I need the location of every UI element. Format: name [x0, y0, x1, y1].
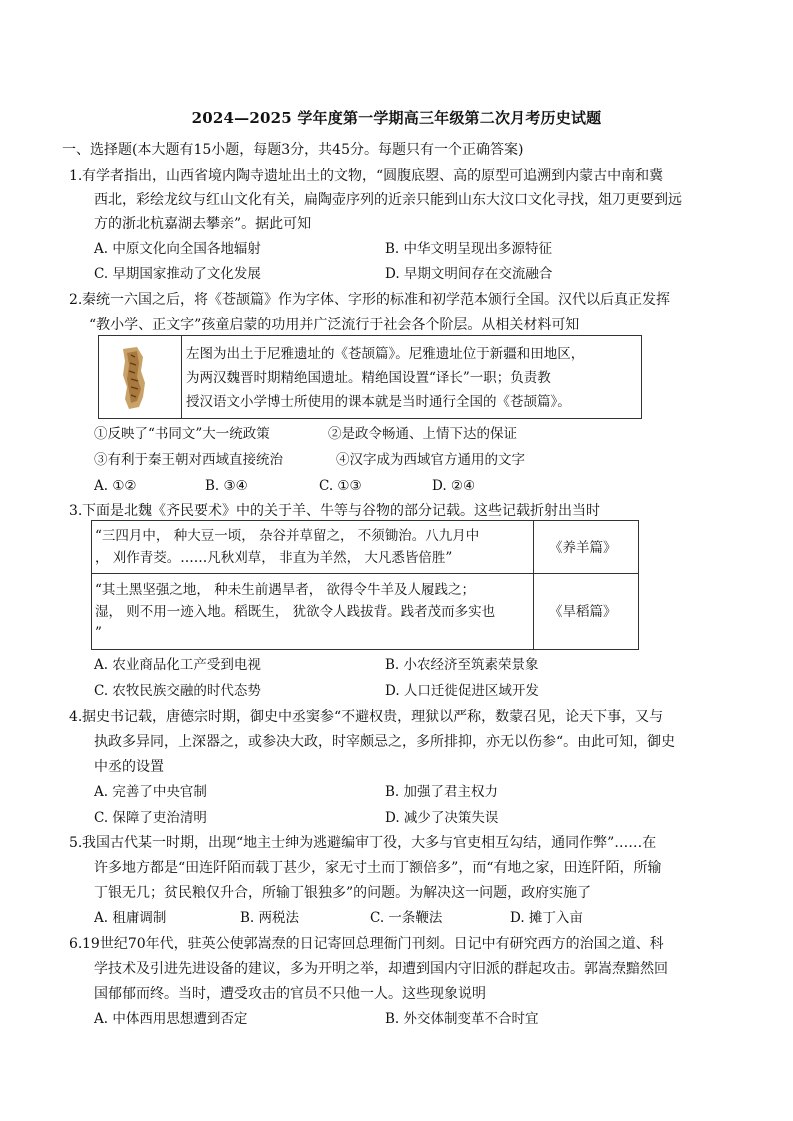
q3-table-divider — [533, 520, 534, 649]
q1-line-3: 方的浙北杭嘉湖去攀亲”。据此可知 — [94, 216, 312, 232]
q3-number: 3. — [69, 503, 83, 519]
q2-box-line-1: 左图为出土于尼雅遗址的《苍颉篇》。尼雅遗址位于新疆和田地区， — [186, 346, 585, 362]
bamboo-slip-image — [113, 343, 159, 411]
q1-option-d[interactable]: D. 早期文明间存在交流融合 — [385, 266, 553, 282]
q6-option-a[interactable]: A. 中体西用思想遭到否定 — [94, 1011, 248, 1027]
q2-line-2: “教小学、正文字”孩童启蒙的功用并广泛流行于社会各个阶层。从相关材料可知 — [89, 317, 580, 333]
q3-option-d[interactable]: D. 人口迁徙促进区域开发 — [385, 683, 539, 699]
q2-option-d[interactable]: D. ②④ — [432, 478, 476, 494]
q5-line-2: 许多地方都是“田连阡陌而载丁甚少，家无寸土而丁额倍多”，而“有地之家，田连阡陌，所输 — [94, 860, 662, 876]
q3-row1-label: 《养羊篇》 — [549, 540, 617, 556]
q2-statement-2: ②是政令畅通、上情下达的保证 — [328, 426, 517, 442]
q2-box-line-2: 为两汉魏晋时期精绝国遗址。精绝国设置“译长”一职；负责教 — [186, 370, 551, 386]
q3-table-row-divider — [91, 573, 638, 574]
q5-line-3: 丁银无几；贫民粮仅升合，所输丁银独多”的问题。为解决这一问题，政府实施了 — [94, 885, 592, 901]
q2-statement-1: ①反映了“书同文”大一统政策 — [94, 426, 270, 442]
q4-line-3: 中丞的设置 — [94, 759, 164, 775]
q1-option-c[interactable]: C. 早期国家推动了文化发展 — [94, 266, 261, 282]
q2-box-line-3: 授汉语文小学博士所使用的课本就是当时通行全国的《苍颉篇》。 — [186, 394, 571, 410]
q4-number: 4. — [69, 709, 83, 725]
q5-option-b[interactable]: B. 两税法 — [240, 910, 300, 926]
q3-row2-line-1: “其土黑坚强之地， 种未生前遇旱者， 欲得令牛羊及人履践之； — [95, 582, 475, 598]
q3-row2-line-2: 湿， 则不用一迹入地。稻既生， 犹欲令人践拔背。践者茂而多实也 — [95, 604, 496, 620]
q6-line-2: 学技术及引进先进设备的建议，多为开明之举，却遭到国内守旧派的群起攻击。郭嵩焘黯然回 — [94, 961, 668, 977]
q3-option-c[interactable]: C. 农牧民族交融的时代态势 — [94, 683, 261, 699]
q2-number: 2. — [69, 292, 83, 308]
q2-line-1: 秦统一六国之后，将《苍颉篇》作为字体、字形的标准和初学范本颁行全国。汉代以后真正发挥 — [82, 292, 670, 308]
q1-line-1: 有学者指出，山西省境内陶寺遗址出土的文物，“圆腹底曌、高的原型可追溯到内蒙古中南和冀 — [82, 168, 664, 184]
q1-number: 1. — [69, 168, 83, 184]
q4-option-b[interactable]: B. 加强了君主权力 — [385, 784, 499, 800]
q3-row2-label: 《旱稻篇》 — [549, 604, 617, 620]
q5-option-a[interactable]: A. 租庸调制 — [94, 910, 167, 926]
q6-option-b[interactable]: B. 外交体制变革不合时宜 — [385, 1011, 539, 1027]
q2-option-c[interactable]: C. ①③ — [319, 478, 362, 494]
q3-row2-line-3: ” — [95, 625, 102, 641]
q2-statement-4: ④汉字成为西域官方通用的文字 — [336, 452, 525, 468]
q5-number: 5. — [69, 835, 83, 851]
q2-box-divider — [181, 335, 182, 418]
q4-line-1: 据史书记载，唐德宗时期，御史中丞窦参“不避权贵，理狱以严称，数蒙召见，论天下事，又与 — [82, 709, 664, 725]
q1-line-2: 西北，彩绘龙纹与红山文化有关，扁陶壶序列的近亲只能到山东大汶口文化寻找，俎刀更要到远 — [94, 192, 682, 208]
q5-option-c[interactable]: C. 一条鞭法 — [370, 910, 443, 926]
exam-title: 2024—2025 学年度第一学期高三年级第二次月考历史试题 — [191, 109, 602, 127]
q4-line-2: 执政多异同，上深器之，或参决大政，时宰颇忌之，多所排抑，亦无以伤参“。由此可知，御史 — [94, 734, 676, 750]
q1-option-a[interactable]: A. 中原文化向全国各地辐射 — [94, 241, 261, 257]
q4-option-c[interactable]: C. 保障了吏治清明 — [94, 810, 207, 826]
section-heading: 一、选择题(本大题有15小题，每题3分，共45分。每题只有一个正确答案) — [62, 142, 524, 158]
q3-option-b[interactable]: B. 小农经济至筑素荣景象 — [385, 657, 539, 673]
q4-option-a[interactable]: A. 完善了中央官制 — [94, 784, 207, 800]
q3-option-a[interactable]: A. 农业商品化工产受到电视 — [94, 657, 261, 673]
q5-option-d[interactable]: D. 摊丁入亩 — [510, 910, 583, 926]
q6-number: 6. — [69, 936, 83, 952]
q6-line-3: 国郁郁而终。当时，遭受攻击的官员不只他一人。这些现象说明 — [94, 986, 486, 1002]
q2-option-a[interactable]: A. ①② — [94, 478, 137, 494]
q4-option-d[interactable]: D. 减少了决策失误 — [385, 810, 499, 826]
q5-line-1: 我国古代某一时期，出现“地主士绅为逃避编审丁役，大多与官吏相互勾结，通同作弊”……在 — [82, 835, 657, 851]
q1-option-b[interactable]: B. 中华文明呈现出多源特征 — [385, 241, 553, 257]
q2-statement-3: ③有利于秦王朝对西域直接统治 — [94, 452, 283, 468]
q2-option-b[interactable]: B. ③④ — [205, 478, 248, 494]
q3-row1-line-1: “三四月中， 种大豆一顷， 杂谷并草留之， 不须锄治。八九月中 — [95, 528, 480, 544]
q6-line-1: 19世纪70年代，驻英公使郭嵩焘的日记寄回总理衙门刊刻。日记中有研究西方的治国之道、科 — [82, 936, 664, 952]
q3-line-1: 下面是北魏《齐民要术》中的关于羊、牛等与谷物的部分记载。这些记载折射出当时 — [82, 503, 600, 519]
q3-row1-line-2: ， 刈作青茭。……凡秋刈草， 非直为羊然， 大凡悉皆倍胜” — [95, 550, 453, 566]
